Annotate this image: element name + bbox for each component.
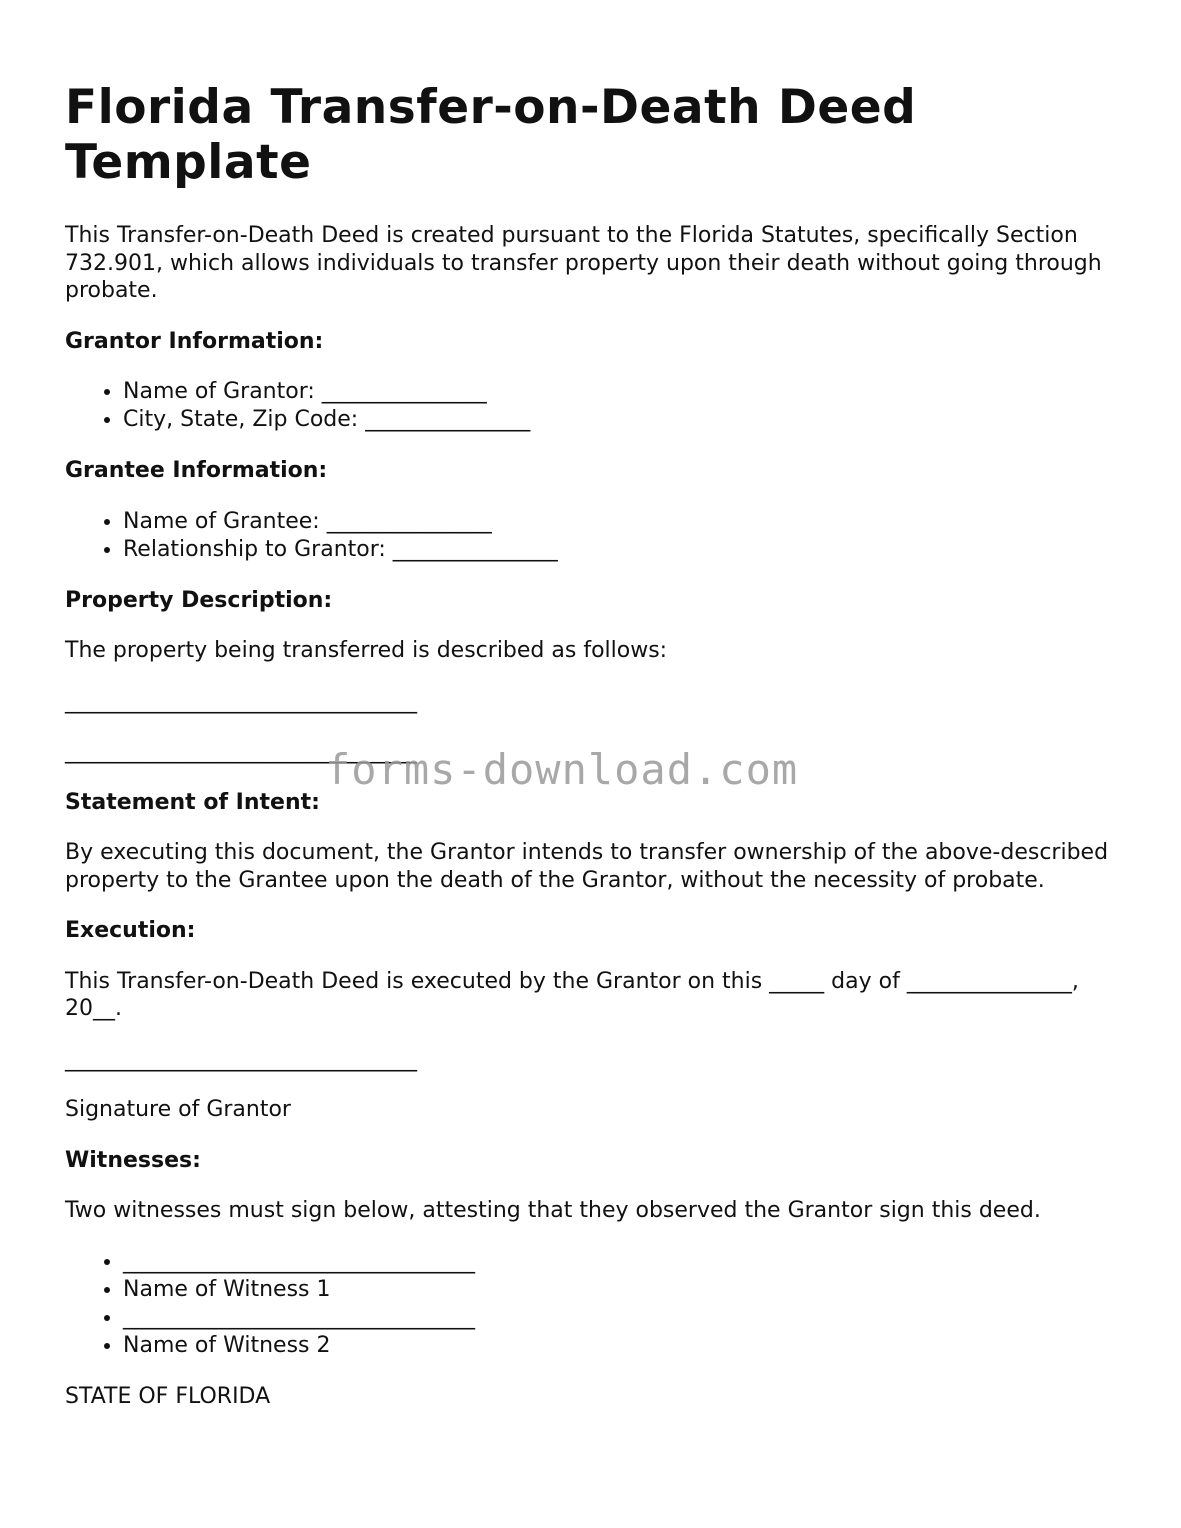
- witness-1-signature-line: • ________________________________: [123, 1248, 1125, 1276]
- page-title: Florida Transfer-on-Death Deed Template: [65, 80, 917, 190]
- property-text: The property being transferred is described as follows:: [65, 638, 668, 663]
- watermark: forms-download.com: [325, 745, 799, 794]
- witnesses-heading: Witnesses:: [65, 1147, 201, 1173]
- grantee-list: [65, 508, 1125, 564]
- witnesses-list: [65, 1248, 1125, 1360]
- property-line-2: ________________________________: [65, 739, 417, 764]
- intro-paragraph: This Transfer-on-Death Deed is created pursuant to the Florida Statutes, specifically Section 732.901, which allows individuals to transfer property upon their death without going through probate.: [65, 223, 1102, 303]
- witness-1-name-label: • Name of Witness 1: [123, 1276, 1125, 1304]
- grantee-relationship-field: • Relationship to Grantor: _______________: [123, 536, 1125, 564]
- signature-line: ________________________________: [65, 1046, 417, 1072]
- execution-text: This Transfer-on-Death Deed is executed by the Grantor on this _____ day of _______________, 20__.: [65, 968, 1079, 1021]
- state-line: STATE OF FLORIDA: [65, 1383, 271, 1409]
- grantor-list: [65, 378, 1125, 434]
- grantee-name-field: • Name of Grantee: _______________: [123, 508, 1125, 536]
- intent-heading: Statement of Intent:: [65, 789, 320, 815]
- grantor-address-field: • City, State, Zip Code: _______________: [123, 406, 1125, 434]
- property-line-1: ________________________________: [65, 688, 417, 714]
- grantee-heading: Grantee Information:: [65, 458, 328, 483]
- grantor-name-field: • Name of Grantor: _______________: [123, 378, 1125, 406]
- witnesses-text: Two witnesses must sign below, attesting that they observed the Grantor sign this deed.: [65, 1198, 1041, 1223]
- witness-2-name-label: • Name of Witness 2: [123, 1332, 1125, 1360]
- intent-text: By executing this document, the Grantor intends to transfer ownership of the above-described property to the Grantee upon the death of the Grantor, without the necessity of probate.: [65, 840, 1109, 893]
- witness-2-signature-line: • ________________________________: [123, 1304, 1125, 1332]
- execution-heading: Execution:: [65, 918, 196, 943]
- document-page: [65, 80, 1125, 1433]
- signature-label: Signature of Grantor: [65, 1097, 291, 1122]
- property-heading: Property Description:: [65, 587, 333, 613]
- grantor-heading: Grantor Information:: [65, 328, 324, 354]
